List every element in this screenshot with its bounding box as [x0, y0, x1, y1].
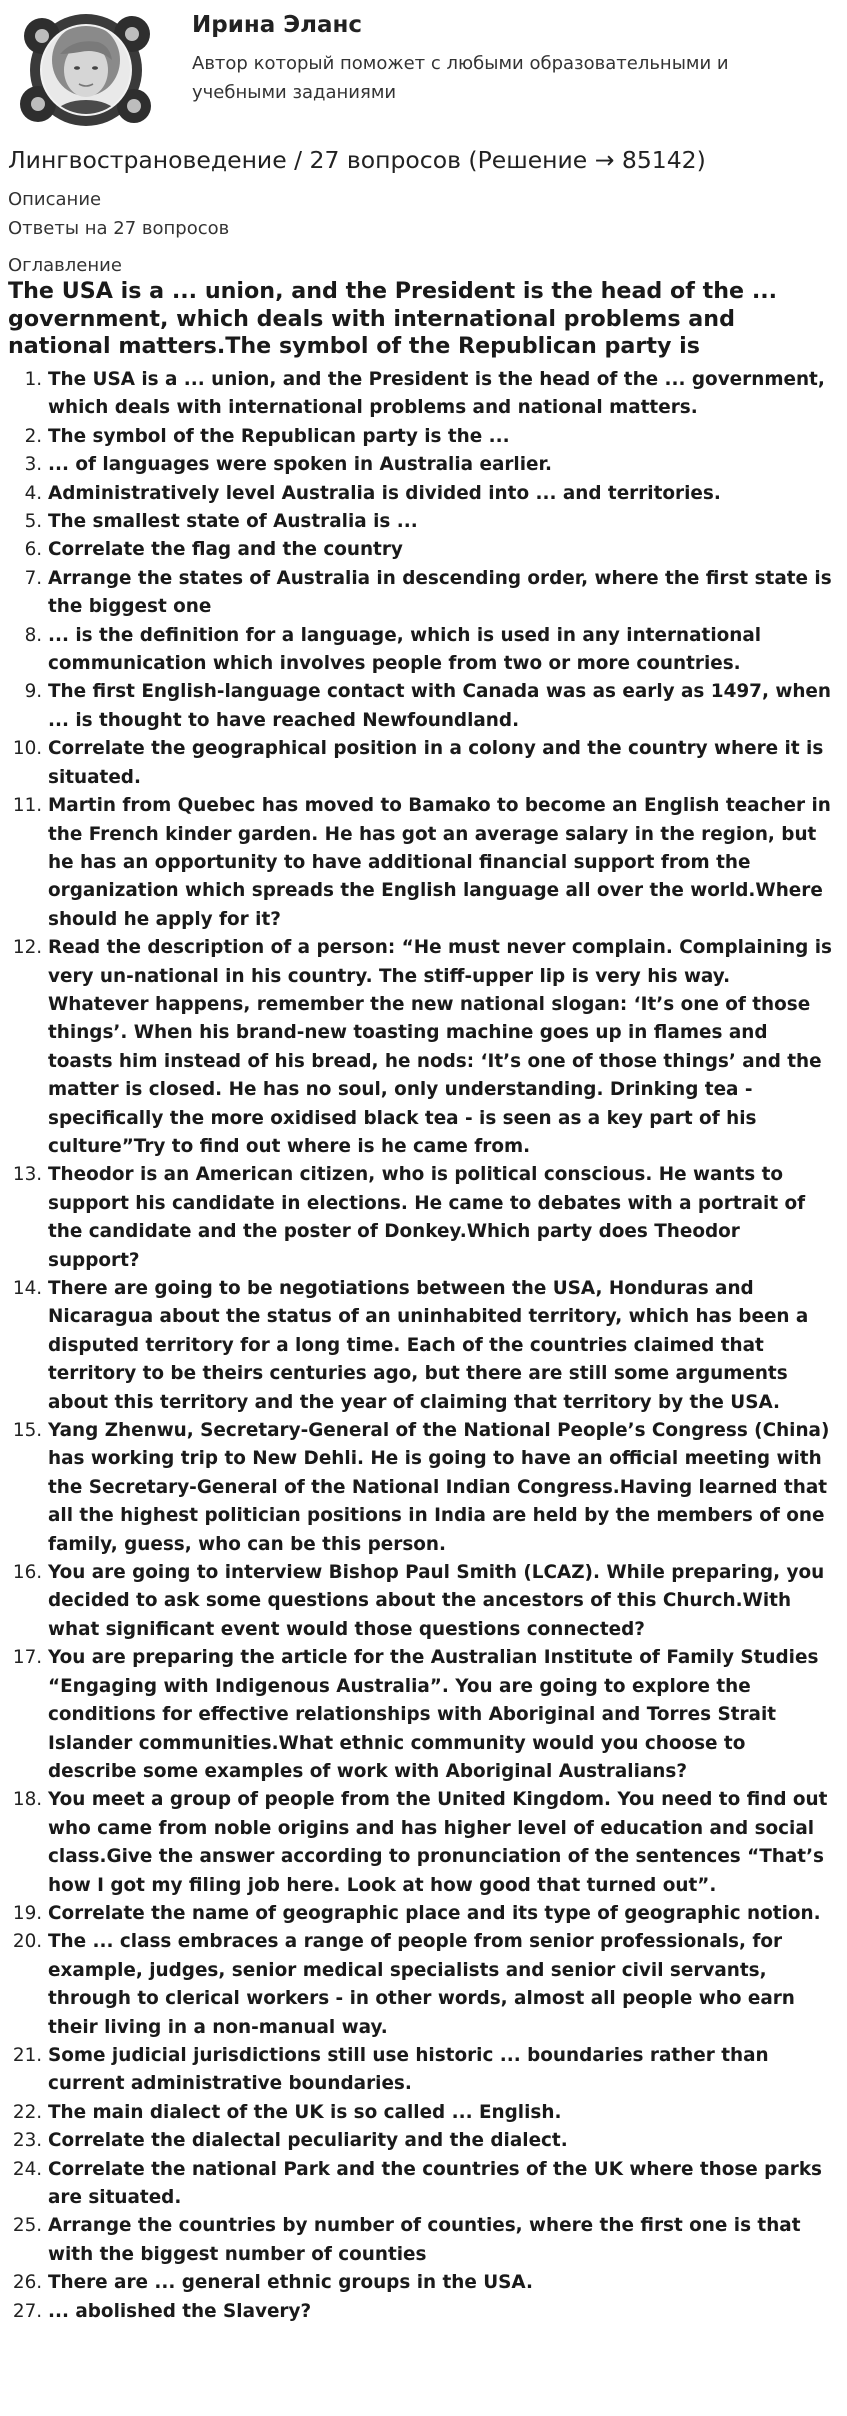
- author-card: [8, 0, 839, 140]
- toc-lead-question: The USA is a ... union, and the President is the head of the ... government, which deals with international problems and national matters.The symbol of the Republican party is: [8, 278, 778, 359]
- author-name[interactable]: Ирина Эланс: [192, 12, 363, 38]
- question-item: 6. Correlate the flag and the country: [48, 536, 847, 564]
- question-item: 7. Arrange the states of Australia in descending order, where the first state is the biggest one: [48, 565, 847, 622]
- question-item: 3. ... of languages were spoken in Australia earlier.: [48, 451, 847, 479]
- question-item: 19. Correlate the name of geographic place and its type of geographic notion.: [48, 1900, 847, 1928]
- question-item: 16. You are going to interview Bishop Paul Smith (LCAZ). While preparing, you decided to ask some questions about the ancestors of this Church.With what significant event would those questions connected?: [48, 1559, 847, 1644]
- description-label: Описание: [8, 189, 102, 210]
- question-item: 27. ... abolished the Slavery?: [48, 2298, 847, 2326]
- toc-label: Оглавление: [8, 255, 122, 276]
- question-item: 21. Some judicial jurisdictions still use historic ... boundaries rather than current administrative boundaries.: [48, 2042, 847, 2099]
- question-item: 8. ... is the definition for a language, which is used in any international communication which involves people from two or more countries.: [48, 622, 847, 679]
- question-item: 15. Yang Zhenwu, Secretary-General of the National People’s Congress (China) has working trip to New Dehli. He is going to have an official meeting with the Secretary-General of the National Indian Congress.Having learned that all the highest politician positions in India are held by the members of one family, guess, who can be this person.: [48, 1417, 847, 1559]
- question-item: 17. You are preparing the article for the Australian Institute of Family Studies “Engaging with Indigenous Australia”. You are going to explore the conditions for effective relationships with Aboriginal and Torres Strait Islander communities.What ethnic community would you choose to describe some examples of work with Aboriginal Australians?: [48, 1644, 847, 1786]
- question-item: 20. The ... class embraces a range of people from senior professionals, for example, judges, senior medical specialists and senior civil servants, through to clerical workers - in other words, almost all people who earn their living in a non-manual way.: [48, 1928, 847, 2042]
- question-item: 1. The USA is a ... union, and the President is the head of the ... government, which deals with international problems and national matters.: [48, 366, 847, 423]
- question-item: 26. There are ... general ethnic groups in the USA.: [48, 2269, 847, 2297]
- author-avatar[interactable]: [14, 8, 159, 128]
- question-item: 10. Correlate the geographical position in a colony and the country where it is situated.: [48, 735, 847, 792]
- question-item: 5. The smallest state of Australia is ...: [48, 508, 847, 536]
- question-item: 13. Theodor is an American citizen, who is political conscious. He wants to support his candidate in elections. He came to debates with a portrait of the candidate and the poster of Donkey.Which party does Theodor support?: [48, 1161, 847, 1275]
- work-title: Лингвострановедение / 27 вопросов (Решение → 85142): [8, 146, 706, 174]
- question-item: 22. The main dialect of the UK is so called ... English.: [48, 2099, 847, 2127]
- question-item: 24. Correlate the national Park and the countries of the UK where those parks are situated.: [48, 2156, 847, 2213]
- question-item: 9. The first English-language contact with Canada was as early as 1497, when ... is thought to have reached Newfoundland.: [48, 678, 847, 735]
- question-item: 18. You meet a group of people from the United Kingdom. You need to find out who came from noble origins and has higher level of education and social class.Give the answer according to pronunciation of the sentences “That’s how I got my filing job here. Look at how good that turned out”.: [48, 1786, 847, 1900]
- question-item: 25. Arrange the countries by number of counties, where the first one is that with the biggest number of counties: [48, 2212, 847, 2269]
- questions-list: [0, 366, 847, 2326]
- question-item: 2. The symbol of the Republican party is the ...: [48, 423, 847, 451]
- author-description: Автор который поможет с любыми образовательными и учебными заданиями: [192, 53, 729, 103]
- question-item: 11. Martin from Quebec has moved to Bamako to become an English teacher in the French kinder garden. He has got an average salary in the region, but he has an opportunity to have additional financial support from the organization which spreads the English language all over the world.Where should he apply for it?: [48, 792, 847, 934]
- question-item: 4. Administratively level Australia is divided into ... and territories.: [48, 480, 847, 508]
- question-item: 12. Read the description of a person: “He must never complain. Complaining is very un-national in his country. The stiff-upper lip is very his way. Whatever happens, remember the new national slogan: ‘It’s one of those things’. When his brand-new toasting machine goes up in flames and toasts him instead of his bread, he nods: ‘It’s one of those things’ and the matter is closed. He has no soul, only understanding. Drinking tea - specifically the more oxidised black tea - is seen as a key part of his culture”Try to find out where is he came from.: [48, 934, 847, 1161]
- description-text: Ответы на 27 вопросов: [8, 218, 230, 239]
- question-item: 14. There are going to be negotiations between the USA, Honduras and Nicaragua about the status of an uninhabited territory, which has been a disputed territory for a long time. Each of the countries claimed that territory to be theirs centuries ago, but there are still some arguments about this territory and the year of claiming that territory by the USA.: [48, 1275, 847, 1417]
- question-item: 23. Correlate the dialectal peculiarity and the dialect.: [48, 2127, 847, 2155]
